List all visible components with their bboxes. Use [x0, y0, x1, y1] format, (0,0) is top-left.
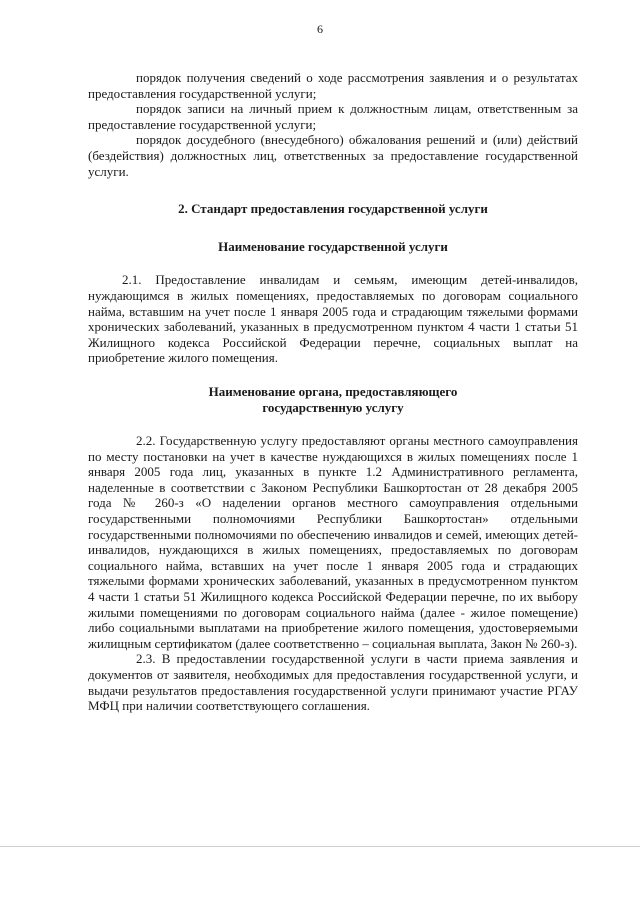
paragraph-2-1: 2.1. Предоставление инвалидам и семьям, имеющим детей-инвалидов, нуждающимся в жилых помещениях, предоставляемых по договорам социального найма, вставшим на учет после 1 января 2005 года и страдающим тяжелыми формами хронических заболеваний, указанных в предусмотренном пунктом 4 части 1 статьи 51 Жилищного кодекса Российской Федерации перечне, социальных выплат на приобретение жилого помещения. [88, 272, 578, 366]
document-body [88, 70, 578, 714]
intro-item: порядок досудебного (внесудебного) обжалования решений и (или) действий (бездействия) должностных лиц, ответственных за предоставление государственной услуги. [88, 132, 578, 179]
paragraph-2-2: 2.2. Государственную услугу предоставляют органы местного самоуправления по месту постановки на учет в качестве нуждающихся в жилых помещениях после 1 января 2005 года лиц, указанных в пункте 1.2 Административного регламента, наделенные в соответствии с Законом Республики Башкортостан от 28 декабря 2005 года № 260-з «О наделении органов местного самоуправления отдельными государственными полномочиями Республики Башкортостан» отдельными государственными полномочиями по обеспечению инвалидов и семей, имеющих детей-инвалидов, нуждающихся в жилых помещениях, предоставляемых по договорам социального найма, вставших на учет после 1 января 2005 года и страдающих тяжелыми формами хронических заболеваний, указанных в предусмотренном пунктом 4 части 1 статьи 51 Жилищного кодекса Российской Федерации перечне, по их выбору жилыми помещениями по договорам социального найма (далее - жилое помещение) либо социальными выплатами на приобретение жилого помещения, удостоверяемыми жилищным сертификатом (далее соответственно – социальная выплата, Закон № 260-з). [88, 433, 578, 651]
section-title: 2. Стандарт предоставления государственной услуги [178, 201, 488, 217]
subheading-authority-line2: государственную услугу [262, 399, 404, 415]
subheading-service-name: Наименование государственной услуги [218, 238, 448, 254]
intro-item: порядок получения сведений о ходе рассмотрения заявления и о результатах предоставления государственной услуги; [88, 70, 578, 101]
subheading-authority-line1: Наименование органа, предоставляющего [208, 383, 458, 399]
intro-item: порядок записи на личный прием к должностным лицам, ответственным за предоставление государственной услуги; [88, 101, 578, 132]
page-number: 6 [317, 22, 323, 36]
paragraph-2-3: 2.3. В предоставлении государственной услуги в части приема заявления и документов от заявителя, необходимых для предоставления государственной услуги, и выдачи результатов предоставления государственной услуги принимают участие РГАУ МФЦ при наличии соответствующего соглашения. [88, 651, 578, 714]
page-bottom-divider [0, 846, 640, 847]
